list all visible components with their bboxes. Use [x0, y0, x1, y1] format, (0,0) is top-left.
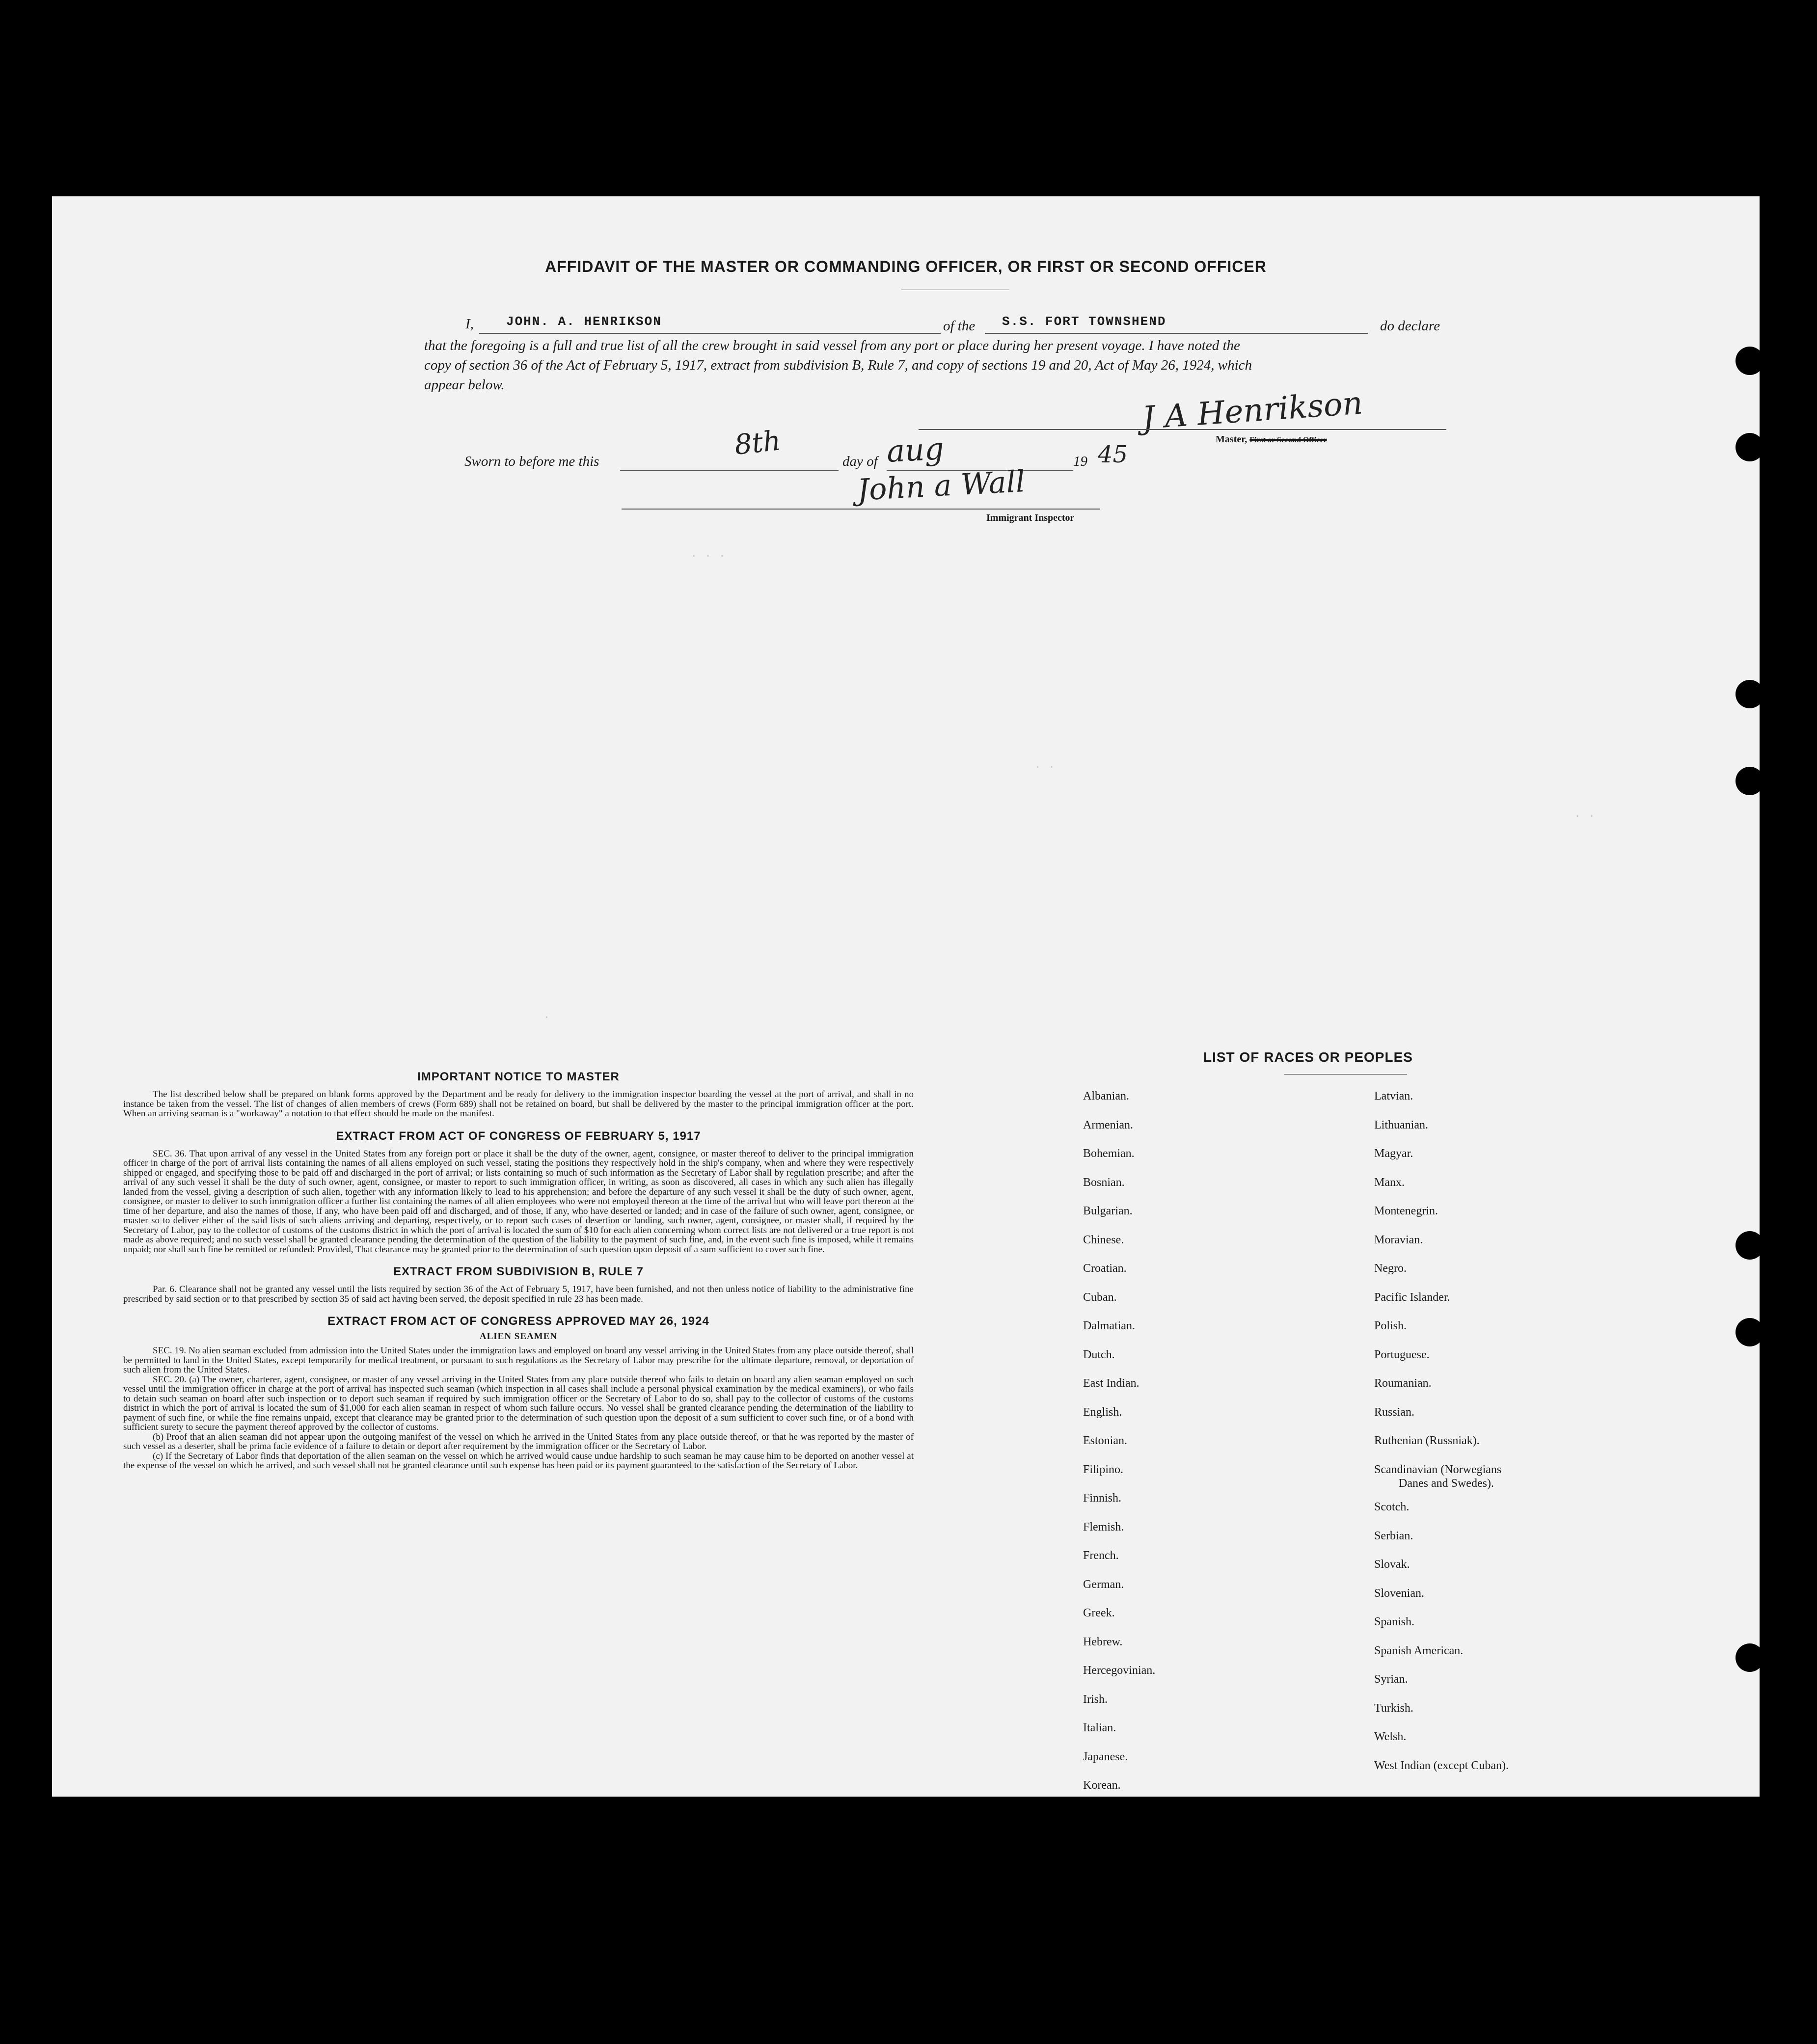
binder-hole	[1736, 1231, 1764, 1260]
race-item: Estonian.	[1083, 1434, 1127, 1447]
inspector-label: Immigrant Inspector	[986, 512, 1075, 523]
notice-block	[123, 1265, 914, 1304]
binder-hole	[1736, 767, 1764, 795]
year-prefix: 19	[1073, 454, 1087, 469]
races-title: LIST OF RACES OR PEOPLES	[1203, 1049, 1413, 1065]
statement-line-3: appear below.	[424, 377, 505, 393]
race-item: Finnish.	[1083, 1492, 1122, 1505]
binder-hole	[1736, 680, 1764, 708]
race-item: Syrian.	[1374, 1673, 1408, 1686]
race-item: Moravian.	[1374, 1233, 1423, 1246]
race-item: Albanian.	[1083, 1090, 1129, 1103]
notice-paragraph: Par. 6. Clearance shall not be granted any vessel until the lists required by section 36 of the Act of February 5, 1917, have been furnished, and not then unless notice of liability to the administrative fine prescribed by said section or to that prescribed by section 35 of said act having been served, the deposit specified in rule 23 has been made.	[123, 1284, 914, 1304]
race-item: Ruthenian (Russniak).	[1374, 1434, 1480, 1447]
master-name-line	[479, 333, 941, 334]
race-item: Spanish American.	[1374, 1644, 1464, 1657]
race-item: Negro.	[1374, 1262, 1407, 1275]
notice-paragraph: The list described below shall be prepared on blank forms approved by the Department and be ready for delivery to the immigration inspector boarding the vessel at the port of arrival, and shall in no instance be taken from the vessel. The list of changes of alien members of crews (Form 689) shall not be retained on board, but shall be delivered by the master to the principal immigration officer at the port. When an arriving seaman is a "workaway" a notation to that effect should be made on the manifest.	[123, 1089, 914, 1119]
notice-paragraph: (b) Proof that an alien seaman did not appear upon the outgoing manifest of the vessel on which he arrived in the United States from any place outside thereof, or that he was reported by the master of such vessel as a deserter, shall be prima facie evidence of a failure to detain or deport after requirement by the immigration officer or the Secretary of Labor.	[123, 1431, 914, 1452]
race-item: Magyar.	[1374, 1147, 1413, 1160]
do-declare-label: do declare	[1380, 318, 1440, 334]
race-item: Cuban.	[1083, 1291, 1117, 1304]
race-item: Welsh.	[1374, 1730, 1407, 1743]
race-item: Korean.	[1083, 1779, 1121, 1792]
race-item: Hercegovinian.	[1083, 1664, 1156, 1677]
race-item: Slovak.	[1374, 1558, 1410, 1571]
race-item: Turkish.	[1374, 1701, 1413, 1715]
race-item: Armenian.	[1083, 1118, 1133, 1131]
notice-paragraph: SEC. 20. (a) The owner, charterer, agent, consignee, or master of any vessel arriving in the United States from any place outside thereof who fails to detain on board any alien seaman employed on such vessel until the immigration officer in charge at the port of arrival has inspected such seaman (which inspection in all cases shall include a personal physical examination by the medical examiners), or who fails to detain such seaman on board after such inspection or to deport such seaman if required by such immigration officer or the Secretary of Labor to do so, shall pay to the collector of customs of the customs district in which the port of arrival is located the sum of $1,000 for each alien seaman in respect of whom such failure occurs. No vessel shall be granted clearance pending the determination of the liability to payment of such fine, or while the fine remains unpaid, except that clearance may be granted prior to the determination of such question upon the deposit of a sum sufficient to cover such fine, or of a bond with sufficient surety to secure the payment thereof approved by the collector of customs.	[123, 1374, 914, 1432]
notice-title: IMPORTANT NOTICE TO MASTER	[417, 1070, 620, 1083]
notice-block	[123, 1070, 914, 1119]
race-item: Bulgarian.	[1083, 1205, 1133, 1217]
race-item: Serbian.	[1374, 1529, 1413, 1542]
document-page	[52, 196, 1760, 1797]
race-item: Montenegrin.	[1374, 1205, 1438, 1217]
race-item: Portuguese.	[1374, 1348, 1430, 1361]
sworn-day-line	[620, 470, 839, 471]
race-item: Scotch.	[1374, 1501, 1410, 1513]
race-item: Hebrew.	[1083, 1635, 1123, 1648]
race-item: Pacific Islander.	[1374, 1291, 1450, 1304]
race-item: Latvian.	[1374, 1090, 1413, 1103]
notice-paragraph: SEC. 19. No alien seaman excluded from admission into the United States under the immigration laws and employed on board any vessel arriving in the United States from any place outside thereof, shall be permitted to land in the United States, except temporarily for medical treatment, or pursuant to such regulations as the Secretary of Labor may prescribe for the ultimate departure, removal, or deportation of such alien from the United States.	[123, 1345, 914, 1375]
race-item: Russian.	[1374, 1405, 1415, 1419]
notice-title: EXTRACT FROM ACT OF CONGRESS OF FEBRUARY 5, 1917	[336, 1129, 701, 1143]
i-label: I,	[465, 316, 474, 332]
race-item: Chinese.	[1083, 1233, 1124, 1246]
master-role-struck: First or Second Officer	[1249, 436, 1327, 444]
race-item: Japanese.	[1083, 1750, 1128, 1763]
year-suffix: 45	[1098, 441, 1128, 468]
race-item: Roumanian.	[1374, 1377, 1432, 1390]
day-of-label: day of	[842, 454, 878, 469]
race-item: Lithuanian.	[1374, 1118, 1428, 1131]
race-item: Dutch.	[1083, 1348, 1115, 1361]
binder-hole	[1736, 347, 1764, 375]
sworn-label: Sworn to before me this	[464, 454, 599, 469]
master-role-label	[1216, 434, 1327, 445]
bleed-through-mark: · · ·	[690, 550, 726, 563]
race-item: Greek.	[1083, 1607, 1115, 1619]
race-item: Scandinavian (Norwegians	[1374, 1463, 1502, 1476]
race-item: East Indian.	[1083, 1377, 1139, 1390]
race-item: French.	[1083, 1549, 1119, 1562]
binder-hole	[1736, 1643, 1764, 1672]
notices-column	[123, 1070, 914, 1471]
binder-hole	[1736, 1318, 1764, 1346]
race-item: Flemish.	[1083, 1520, 1124, 1533]
bleed-through-mark: · ·	[1574, 810, 1596, 823]
vessel-name-line	[985, 333, 1368, 334]
notice-paragraph: SEC. 36. That upon arrival of any vessel in the United States from any foreign port or place it shall be the duty of the owner, agent, consignee, or master thereof to deliver to the principal immigration officer in charge of the port of arrival lists containing the names of all aliens employed on such vessel, stating the positions they respectively hold in the ship's company, when and where they were respectively shipped or engaged, and specifying those to be paid off and discharged in the port of arrival; or lists containing so much of such information as the Secretary of Labor shall by regulation prescribe; and after the arrival of any such vessel it shall be the duty of such owner, agent, consignee, or master to report to such immigration officer, in writing, as soon as discovered, all cases in which any such alien has illegally landed from the vessel, giving a description of such alien, together with any information likely to lead to his apprehension; and before the departure of any such vessel it shall be the duty of such owner, agent, consignee, or master to deliver to such immigration officer a further list containing the names of all alien employees who were not employed thereon at the time of the arrival but who will leave port thereon at the time of her departure, and also the names of those, if any, who have been paid off and discharged, and of those, if any, who have deserted or landed; and in case of the failure of such owner, agent, consignee, or master so to deliver either of the said lists of such aliens arriving and departing, respectively, or to report such cases of desertion or landing, such owner, agent, consignee, or master shall, if required by the Secretary of Labor, pay to the collector of customs of the customs district in which the port of arrival is located the sum of $10 for each alien concerning whom correct lists are not delivered or a true report is not made as above required; and no such vessel shall be granted clearance pending the determination of the question of the liability to the payment of such fine, and, in the event such fine is imposed, while it remains unpaid; nor shall such fine be remitted or refunded: Provided, That clearance may be granted prior to the determination of such question upon deposit of a sum sufficient to cover such fine.	[123, 1148, 914, 1255]
race-item: English.	[1083, 1405, 1122, 1419]
master-name: JOHN. A. HENRIKSON	[506, 314, 662, 329]
race-item: Polish.	[1374, 1319, 1407, 1332]
affidavit-title: AFFIDAVIT OF THE MASTER OR COMMANDING OFFICER, OR FIRST OR SECOND OFFICER	[545, 258, 1267, 275]
statement-line-1: that the foregoing is a full and true list of all the crew brought in said vessel from any port or place during her present voyage. I have noted the	[424, 338, 1240, 353]
race-item: Danes and Swedes).	[1399, 1477, 1494, 1490]
inspector-signature-line	[622, 509, 1100, 510]
race-item: Filipino.	[1083, 1463, 1124, 1476]
sworn-day: 8th	[732, 425, 783, 461]
notice-title: EXTRACT FROM SUBDIVISION B, RULE 7	[393, 1265, 644, 1278]
bleed-through-mark: · ·	[1034, 761, 1056, 774]
inspector-signature: John a Wall	[856, 464, 1026, 508]
master-signature-line	[919, 429, 1446, 430]
master-role-word: Master,	[1216, 434, 1247, 445]
bleed-through-mark: ·	[543, 1011, 550, 1024]
race-item: Irish.	[1083, 1693, 1108, 1706]
sworn-month: aug	[886, 430, 945, 470]
races-title-underline	[1284, 1074, 1407, 1075]
notice-block	[123, 1315, 914, 1471]
race-item: Slovenian.	[1374, 1587, 1424, 1600]
race-item: Bosnian.	[1083, 1176, 1125, 1189]
race-item: Bohemian.	[1083, 1147, 1135, 1160]
race-item: Italian.	[1083, 1721, 1116, 1734]
binder-hole	[1736, 433, 1764, 461]
race-item: Croatian.	[1083, 1262, 1127, 1275]
statement-line-2: copy of section 36 of the Act of February 5, 1917, extract from subdivision B, Rule 7, and copy of sections 19 and 20, Act of May 26, 1924, which	[424, 357, 1252, 373]
race-item: Manx.	[1374, 1176, 1405, 1189]
notice-block	[123, 1130, 914, 1255]
race-item: Dalmatian.	[1083, 1319, 1135, 1332]
vessel-name: S.S. FORT TOWNSHEND	[1002, 314, 1166, 329]
of-the-label: of the	[943, 318, 976, 334]
race-item: Spanish.	[1374, 1615, 1415, 1628]
notice-title: EXTRACT FROM ACT OF CONGRESS APPROVED MAY 26, 1924	[327, 1315, 709, 1328]
master-signature: J A Henrikson	[1140, 385, 1364, 437]
race-item: West Indian (except Cuban).	[1374, 1759, 1509, 1772]
notice-subtitle: ALIEN SEAMEN	[479, 1331, 558, 1342]
race-item: German.	[1083, 1578, 1124, 1591]
notice-paragraph: (c) If the Secretary of Labor finds that deportation of the alien seaman on the vessel on which he arrived would cause undue hardship to such seaman he may cause him to be deported on another vessel at the expense of the vessel on which he arrived, and such vessel shall not be granted clearance until such expense has been paid or its payment guaranteed to the satisfaction of the Secretary of Labor.	[123, 1451, 914, 1471]
